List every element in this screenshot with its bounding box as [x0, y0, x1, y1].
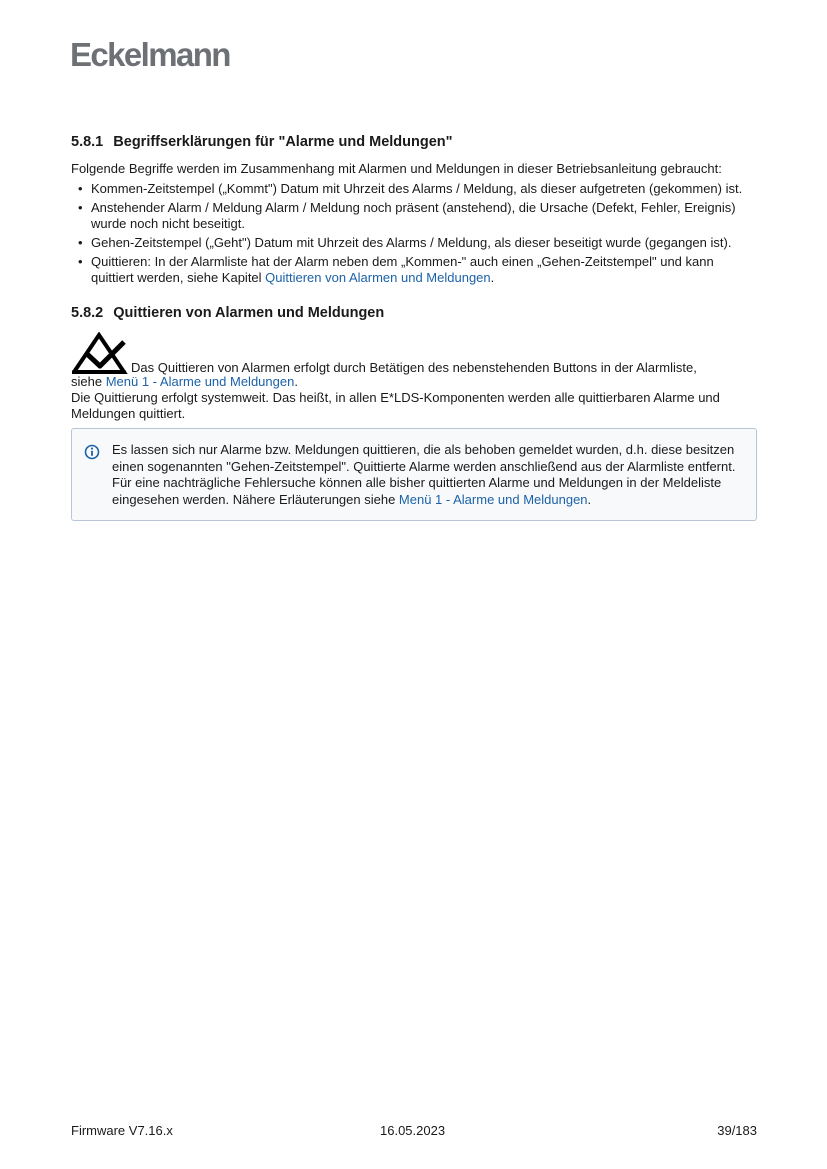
section-heading-5-8-2	[71, 304, 757, 322]
info-text: Es lassen sich nur Alarme bzw. Meldungen quittieren, die als behoben gemeldet wurden, d.h. diese besitzen einen sogenannten "Gehen-Zeitstempel". Quittierte Alarme werden anschließend aus der Alarmliste entfernt. Für eine nachträgliche Fehlersuche können alle bisher quittierten Alarme und Meldungen in der Meldeliste eingesehen werden. Nähere Erläuterungen siehe Menü 1 - Alarme und Meldungen.	[112, 442, 736, 507]
acknowledge-row	[71, 332, 757, 374]
info-box	[71, 428, 757, 521]
footer-firmware: Firmware V7.16.x	[71, 1123, 173, 1138]
list-item: • Quittieren: In der Alarmliste hat der Alarm neben dem „Kommen-" auch einen „Gehen-Zeitstempel" und kann quittiert werden, siehe Kapitel Quittieren von Alarmen und Meldungen.	[71, 254, 757, 286]
link-menu-alarme[interactable]: Menü 1 - Alarme und Meldungen	[105, 374, 295, 389]
section-title: Begriffserklärungen für "Alarme und Meldungen"	[113, 134, 453, 150]
section-intro: Folgende Begriffe werden im Zusammenhang mit Alarmen und Meldungen in dieser Betriebsanleitung gebraucht:	[71, 161, 722, 176]
link-quittieren[interactable]: Quittieren von Alarmen und Meldungen	[265, 270, 491, 285]
link-menu-alarme-info[interactable]: Menü 1 - Alarme und Meldungen	[398, 491, 588, 507]
list-item: • Kommen-Zeitstempel („Kommt") Datum mit Uhrzeit des Alarms / Meldung, als dieser aufgetreten (gekommen) ist.	[71, 181, 757, 197]
company-logo: Eckelmann	[70, 36, 230, 73]
section-number: 5.8.2	[71, 305, 104, 321]
acknowledge-icon	[72, 332, 128, 374]
definition-list	[71, 181, 757, 286]
footer-page-number: 39/183	[717, 1123, 757, 1138]
section-heading-5-8-1	[71, 133, 757, 151]
info-icon	[84, 444, 100, 460]
system-wide-text: Die Quittierung erfolgt systemweit. Das heißt, in allen E*LDS-Komponenten werden alle quittierbaren Alarme und Meldungen quittiert.	[71, 390, 720, 421]
section-number: 5.8.1	[71, 134, 104, 150]
see-menu-line: siehe Menü 1 - Alarme und Meldungen.	[71, 374, 298, 389]
section-title: Quittieren von Alarmen und Meldungen	[113, 305, 385, 321]
list-item: • Gehen-Zeitstempel („Geht") Datum mit Uhrzeit des Alarms / Meldung, als dieser beseitigt wurde (gegangen ist).	[71, 235, 757, 251]
footer-date: 16.05.2023	[380, 1123, 446, 1138]
page-content	[71, 133, 757, 521]
list-item: • Anstehender Alarm / Meldung Alarm / Meldung noch präsent (anstehend), die Ursache (Defekt, Fehler, Ereignis) wurde noch nicht beseitigt.	[71, 200, 757, 232]
acknowledge-description: Das Quittieren von Alarmen erfolgt durch Betätigen des nebenstehenden Buttons in der Alarmliste,	[131, 360, 697, 375]
